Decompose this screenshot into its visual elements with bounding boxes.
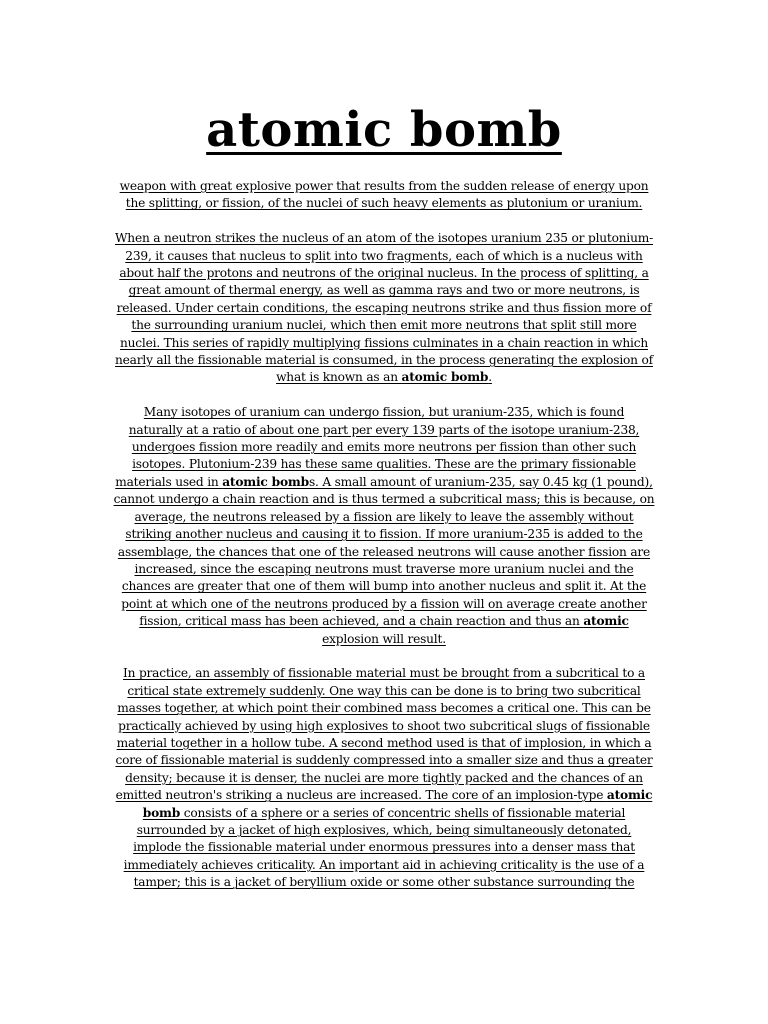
- bold-term: atomic: [606, 788, 653, 803]
- text-line: immediately achieves criticality. An important aid in achieving criticality is the use of a: [123, 857, 645, 872]
- text-line: emitted neutron's striking a nucleus are increased. The core of an implosion-type atomic: [115, 788, 653, 803]
- text-line: masses together, at which point their combined mass becomes a critical one. This can be: [117, 701, 651, 716]
- bold-term: atomic: [583, 614, 629, 629]
- text-line: the surrounding uranium nuclei, which then emit more neutrons that split still more: [131, 318, 637, 333]
- paragraph: [110, 665, 658, 891]
- document-title-text: atomic bomb: [206, 102, 562, 158]
- text-line: undergoes fission more readily and emits more neutrons per fission than other such: [131, 440, 637, 455]
- text-line: Many isotopes of uranium can undergo fission, but uranium-235, which is found: [143, 405, 625, 420]
- document-body: [110, 178, 658, 909]
- text-line: fission, critical mass has been achieved, and a chain reaction and thus an atomic: [139, 614, 629, 629]
- text-line: chances are greater that one of them will bump into another nucleus and split it. At the: [121, 579, 647, 594]
- paragraph: [110, 404, 658, 648]
- text-line: core of fissionable material is suddenly compressed into a smaller size and thus a greater: [115, 753, 653, 768]
- bold-term: atomic bomb: [222, 474, 309, 489]
- text-line: what is known as an atomic bomb.: [276, 370, 492, 385]
- text-line: great amount of thermal energy, as well as gamma rays and two or more neutrons, is: [128, 283, 640, 298]
- text-line: weapon with great explosive power that results from the sudden release of energy upon: [119, 179, 649, 193]
- text-line: practically achieved by using high explosives to shoot two subcritical slugs of fissionable: [118, 718, 650, 733]
- text-line: bomb consists of a sphere or a series of concentric shells of fissionable material: [142, 805, 626, 820]
- text-line: nearly all the fissionable material is consumed, in the process generating the explosion of: [115, 353, 653, 368]
- text-line: striking another nucleus and causing it to fission. If more uranium-235 is added to the: [125, 527, 643, 542]
- text-line: isotopes. Plutonium-239 has these same qualities. These are the primary fissionable: [132, 457, 636, 472]
- text-line: increased, since the escaping neutrons must traverse more uranium nuclei and the: [134, 561, 634, 576]
- text-line: critical state extremely suddenly. One way this can be done is to bring two subcritical: [127, 683, 641, 698]
- text-line: point at which one of the neutrons produced by a fission will on average create another: [121, 596, 647, 611]
- text-line: materials used in atomic bombs. A small amount of uranium-235, say 0.45 kg (1 pound),: [115, 474, 653, 489]
- text-line: the splitting, or fission, of the nuclei of such heavy elements as plutonium or uranium.: [125, 196, 643, 211]
- paragraph: [110, 230, 658, 387]
- text-line: 239, it causes that nucleus to split into two fragments, each of which is a nucleus with: [125, 248, 643, 263]
- bold-term: bomb: [142, 805, 181, 820]
- text-line: implode the fissionable material under enormous pressures into a denser mass that: [133, 840, 635, 855]
- text-line: average, the neutrons released by a fission are likely to leave the assembly without: [134, 509, 634, 524]
- text-line: assemblage, the chances that one of the released neutrons will cause another fission are: [117, 544, 651, 559]
- text-line: nuclei. This series of rapidly multiplying fissions culminates in a chain reaction in which: [120, 335, 648, 350]
- text-line: density; because it is denser, the nuclei are more tightly packed and the chances of an: [125, 770, 643, 785]
- text-line: tamper; this is a jacket of beryllium oxide or some other substance surrounding the: [133, 875, 635, 890]
- paragraph: [110, 178, 658, 213]
- text-line: about half the protons and neutrons of the original nucleus. In the process of splitting, a: [119, 266, 649, 281]
- text-line: In practice, an assembly of fissionable material must be brought from a subcritical to a: [123, 666, 645, 681]
- text-line: naturally at a ratio of about one part per every 139 parts of the isotope uranium-238,: [128, 422, 640, 437]
- text-line: material together in a hollow tube. A second method used is that of implosion, in which a: [116, 735, 652, 750]
- bold-term: atomic bomb: [401, 370, 489, 385]
- text-line: surrounded by a jacket of high explosives, which, being simultaneously detonated,: [136, 822, 632, 837]
- text-line: released. Under certain conditions, the escaping neutrons strike and thus fission more of: [116, 300, 652, 315]
- document-title: [0, 98, 768, 162]
- text-line: cannot undergo a chain reaction and is thus termed a subcritical mass; this is because, on: [113, 492, 655, 507]
- text-line: When a neutron strikes the nucleus of an atom of the isotopes uranium 235 or plutonium-: [114, 231, 654, 246]
- text-line: explosion will result.: [322, 631, 446, 646]
